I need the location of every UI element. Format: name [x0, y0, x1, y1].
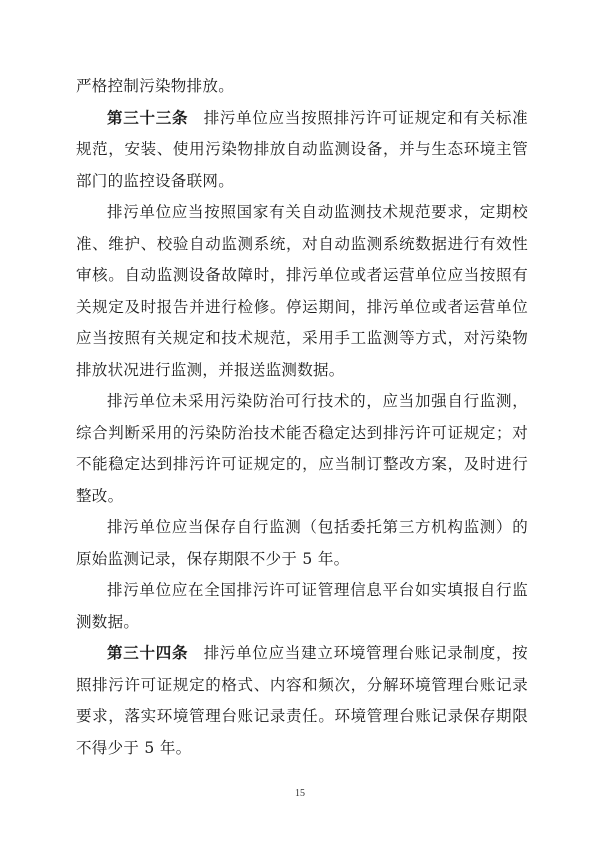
paragraph-text: 严格控制污染物排放。: [76, 77, 235, 95]
paragraph-text: 排污单位未采用污染防治可行技术的，应当加强自行监测，综合判断采用的污染防治技术能否稳定达到排污许可证规定；对不能稳定达到排污许可证规定的，应当制订整改方案，及时进行整改。: [76, 392, 528, 505]
article-label: 第三十三条: [107, 108, 189, 127]
page-number: 15: [295, 788, 305, 799]
paragraph-text: 排污单位应当建立环境管理台账记录制度，按照排污许可证规定的格式、内容和频次，分解环境管理台账记录要求，落实环境管理台账记录责任。环境管理台账记录保存期限不得少于 5 年。: [76, 644, 528, 757]
paragraph: [76, 512, 528, 575]
paragraph-text: 排污单位应当保存自行监测（包括委托第三方机构监测）的原始监测记录，保存期限不少于 5 年。: [76, 518, 528, 568]
document-body: [76, 71, 528, 764]
paragraph-continuation: [76, 71, 528, 103]
article-34-paragraph: [76, 638, 528, 764]
paragraph-text: 排污单位应在全国排污许可证管理信息平台如实填报自行监测数据。: [76, 581, 528, 631]
paragraph: [76, 197, 528, 386]
article-label: 第三十四条: [107, 644, 189, 662]
paragraph: [76, 386, 528, 512]
paragraph-text: 排污单位应当按照排污许可证规定和有关标准规范，安装、使用污染物排放自动监测设备，并与生态环境主管部门的监控设备联网。: [76, 108, 528, 190]
article-33-paragraph: [76, 103, 528, 198]
paragraph: [76, 575, 528, 638]
paragraph-text: 排污单位应当按照国家有关自动监测技术规范要求，定期校准、维护、校验自动监测系统，对自动监测系统数据进行有效性审核。自动监测设备故障时，排污单位或者运营单位应当按照有关规定及时报告并进行检修。停运期间，排污单位或者运营单位应当按照有关规定和技术规范，采用手工监测等方式，对污染物排放状况进行监测，并报送监测数据。: [76, 203, 528, 379]
